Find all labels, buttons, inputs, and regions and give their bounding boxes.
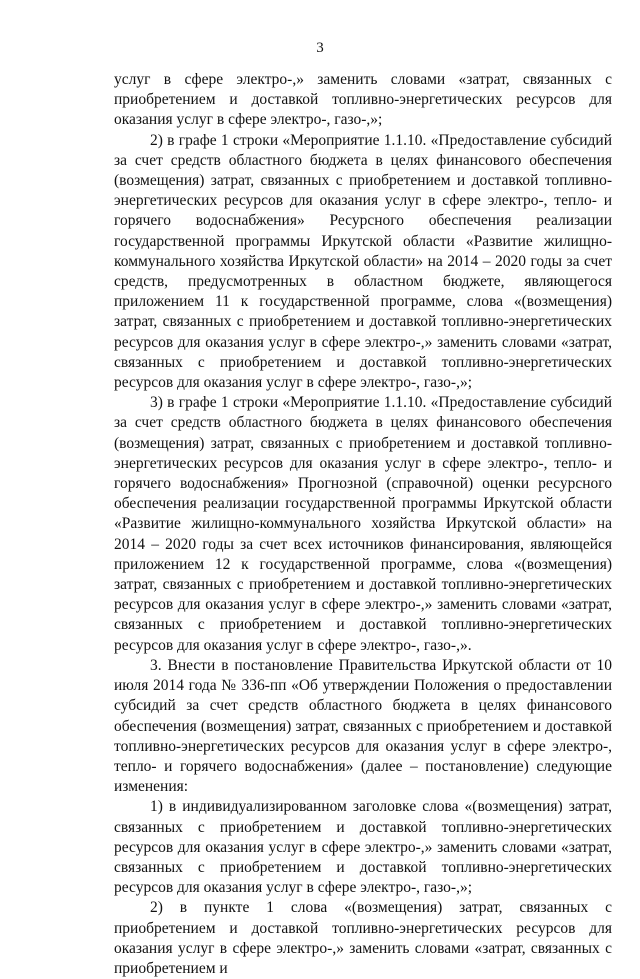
paragraph-item-3: 3) в графе 1 строки «Мероприятие 1.1.10. «Предоставление субсидий за счет средств областного бюджета в целях финансового обеспечения (возмещения) затрат, связанных с приобретением и доставкой топливно-энергетических ресурсов для оказания услуг в сфере электро-, тепло- и горячего водоснабжения» Прогнозной (справочной) оценки ресурсного обеспечения реализации государственной программы Иркутской области «Развитие жилищно-коммунального хозяйства Иркутской области» на 2014 – 2020 годы за счет всех источников финансирования, являющейся приложением 12 к государственной программе, слова «(возмещения) затрат, связанных с приобретением и доставкой топливно-энергетических ресурсов для оказания услуг в сфере электро-,» заменить словами «затрат, связанных с приобретением и доставкой топливно-энергетических ресурсов для оказания услуг в сфере электро-, газо-,». xyxy=(114,394,612,654)
page-number: 3 xyxy=(316,40,324,56)
document-body xyxy=(114,70,612,979)
paragraph-item-2: 2) в графе 1 строки «Мероприятие 1.1.10. «Предоставление субсидий за счет средств областного бюджета в целях финансового обеспечения (возмещения) затрат, связанных с приобретением и доставкой топливно-энергетических ресурсов для оказания услуг в сфере электро-, тепло- и горячего водоснабжения» Ресурсного обеспечения реализации государственной программы Иркутской области «Развитие жилищно-коммунального хозяйства Иркутской области» на 2014 – 2020 годы за счет средств, предусмотренных в областном бюджете, являющегося приложением 11 к государственной программе, слова «(возмещения) затрат, связанных с приобретением и доставкой топливно-энергетических ресурсов для оказания услуг в сфере электро-,» заменить словами «затрат, связанных с приобретением и доставкой топливно-энергетических ресурсов для оказания услуг в сфере электро-, газо-,»; xyxy=(114,131,612,392)
paragraph-continuation: услуг в сфере электро-,» заменить словами «затрат, связанных с приобретением и доставкой топливно-энергетических ресурсов для оказания услуг в сфере электро-, газо-,»; xyxy=(114,71,612,129)
paragraph-subitem-1: 1) в индивидуализированном заголовке слова «(возмещения) затрат, связанных с приобретением и доставкой топливно-энергетических ресурсов для оказания услуг в сфере электро-,» заменить словами «затрат, связанных с приобретением и доставкой топливно-энергетических ресурсов для оказания услуг в сфере электро-, газо-,»; xyxy=(114,798,612,897)
paragraph-section-3: 3. Внести в постановление Правительства Иркутской области от 10 июля 2014 года № 336-пп «Об утверждении Положения о предоставлении субсидий за счет средств областного бюджета в целях финансового обеспечения (возмещения) затрат, связанных с приобретением и доставкой топливно-энергетических ресурсов для оказания услуг в сфере электро-, тепло- и горячего водоснабжения» (далее – постановление) следующие изменения: xyxy=(114,656,612,796)
paragraph-subitem-2: 2) в пункте 1 слова «(возмещения) затрат, связанных с приобретением и доставкой топливно-энергетических ресурсов для оказания услуг в сфере электро-,» заменить словами «затрат, связанных с приобретением и xyxy=(114,899,612,977)
